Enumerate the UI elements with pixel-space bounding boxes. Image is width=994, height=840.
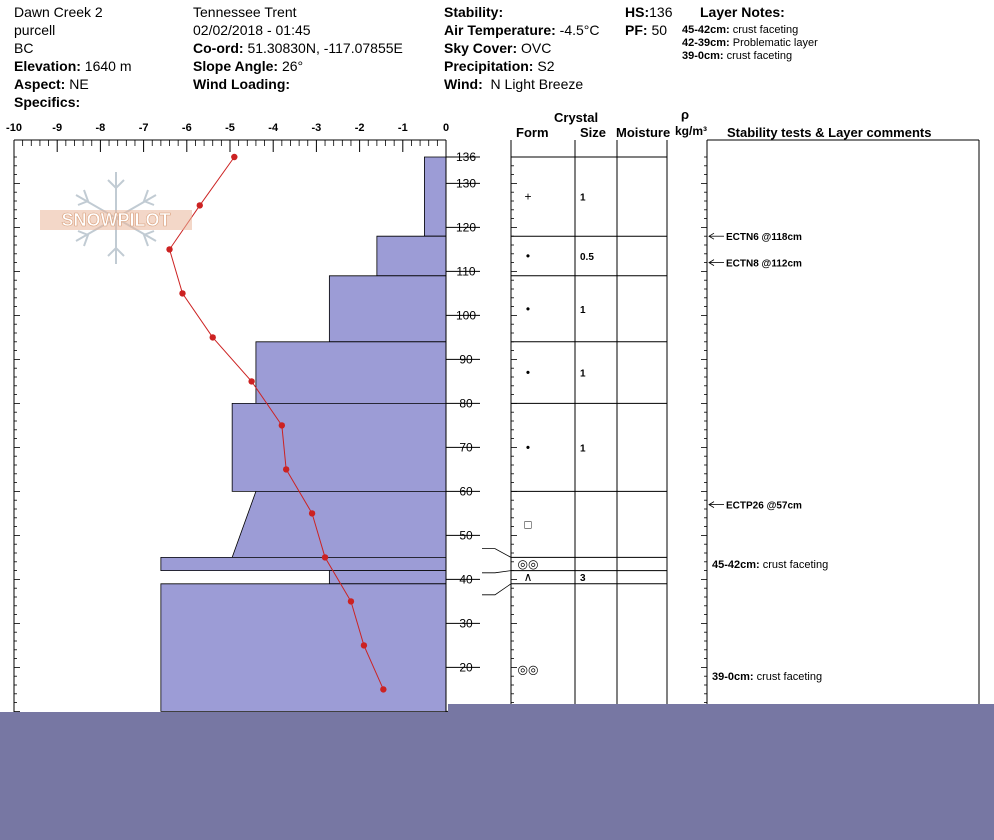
layer-size: 0.5 — [580, 252, 594, 263]
hardness-bar — [161, 584, 446, 712]
height-tick-label: 130 — [455, 176, 477, 191]
slope-label: Slope Angle: — [193, 58, 279, 74]
sky-value: OVC — [521, 40, 552, 56]
layer-comment-range: 45-42cm: — [712, 559, 763, 571]
layer-form-symbol: • — [525, 301, 531, 316]
coord-value: 51.30830N, -117.07855E — [247, 40, 403, 56]
layer-comment — [712, 559, 828, 571]
moisture-header: Moisture — [616, 125, 671, 140]
layer-size: 1 — [580, 192, 586, 204]
temp-tick-label: -8 — [95, 122, 106, 134]
pf-label: PF: — [625, 22, 648, 38]
hardness-bar — [424, 157, 446, 236]
stability-test-label: ECTN8 @112cm — [726, 258, 802, 270]
density-unit-header: kg/m³ — [675, 124, 708, 138]
temperature-point — [279, 422, 285, 428]
temperature-point — [322, 554, 328, 560]
location-name: Dawn Creek 2 — [14, 4, 103, 20]
layer-connector — [482, 571, 511, 573]
hardness-bar — [329, 276, 446, 342]
temperature-point — [348, 598, 354, 604]
layer-comment-text: crust faceting — [756, 671, 823, 684]
precip-label: Precipitation: — [444, 58, 534, 74]
layer-comment — [712, 671, 822, 683]
form-header: Form — [516, 125, 549, 140]
hardness-bar — [232, 403, 446, 491]
temperature-point — [361, 642, 367, 648]
hardness-bar — [161, 557, 446, 570]
layer-size: 1 — [580, 368, 586, 380]
temp-tick-label: 0 — [442, 122, 450, 134]
height-tick-label: 110 — [456, 264, 476, 279]
stability-test-label: ECTP26 @57cm — [726, 500, 802, 512]
air-temp-value: -4.5°C — [559, 22, 600, 38]
height-tick-label: 50 — [459, 528, 473, 543]
height-tick-label: 20 — [459, 660, 473, 675]
temp-tick-label: -2 — [354, 122, 365, 134]
rho-header: ρ — [681, 107, 690, 122]
elevation-label: Elevation: — [14, 58, 81, 74]
pf-value: 50 — [651, 22, 668, 38]
precip-value: S2 — [537, 58, 555, 74]
aspect-label: Aspect: — [14, 76, 66, 92]
wind-loading-label: Wind Loading: — [193, 76, 291, 92]
hs-value: 136 — [649, 4, 673, 20]
temperature-point — [179, 290, 185, 296]
snowpilot-logo — [38, 168, 198, 268]
temperature-point — [210, 334, 216, 340]
height-tick-label: 70 — [459, 440, 473, 455]
footer-bar-edge — [448, 704, 994, 714]
temp-tick-label: -9 — [52, 122, 63, 134]
height-tick-label: 30 — [459, 616, 473, 631]
layer-size: 1 — [580, 304, 586, 316]
temp-tick-label: -6 — [181, 122, 192, 134]
temperature-point — [248, 378, 254, 384]
layer-form-symbol: ∧ — [523, 570, 533, 585]
temperature-point — [231, 154, 237, 160]
temperature-point — [283, 466, 289, 472]
layer-form-symbol: • — [525, 440, 531, 455]
temp-tick-label: -5 — [225, 122, 235, 134]
region-name: BC — [14, 40, 34, 56]
slope-value: 26° — [281, 58, 304, 74]
height-tick-label: 136 — [455, 150, 477, 164]
layer-comment-text: crust faceting — [762, 559, 829, 571]
layer-form-symbol: □ — [524, 517, 532, 532]
layer-note-range: 45-42cm: — [682, 24, 730, 36]
height-tick-label: 60 — [459, 484, 473, 499]
temp-tick-label: -7 — [138, 122, 149, 134]
layer-comment-range: 39-0cm: — [712, 671, 757, 684]
air-temp-label: Air Temperature: — [444, 22, 556, 38]
temp-tick-label: -3 — [311, 122, 322, 134]
range-name: purcell — [14, 22, 56, 38]
layer-form-symbol: + — [524, 189, 532, 204]
temperature-point — [309, 510, 315, 516]
crystal-header: Crystal — [554, 110, 599, 125]
layer-form-symbol: • — [525, 365, 531, 380]
layer-form-symbol: ◎◎ — [517, 557, 539, 571]
stability-test-label: ECTN6 @118cm — [726, 232, 802, 244]
temp-tick-label: -4 — [268, 122, 279, 134]
sky-label: Sky Cover: — [444, 40, 518, 56]
size-header: Size — [580, 125, 607, 140]
stability-label: Stability: — [444, 4, 504, 20]
comments-header: Stability tests & Layer comments — [727, 125, 932, 140]
footer-bar — [0, 712, 994, 840]
layer-notes-title-text: Layer Notes: — [700, 4, 785, 20]
layer-note-text: crust faceting — [732, 24, 799, 36]
layer-connector — [482, 584, 511, 595]
hardness-profile — [161, 157, 446, 711]
layer-form-symbol: • — [525, 249, 531, 263]
layer-note-text: crust faceting — [726, 50, 793, 62]
height-tick-label: 120 — [455, 220, 477, 235]
layer-table — [482, 140, 979, 712]
layer-note-range: 42-39cm: — [682, 37, 730, 49]
temperature-point — [380, 686, 386, 692]
temp-tick-label: -10 — [6, 122, 22, 134]
wind-label: Wind: — [444, 76, 483, 92]
elevation-value: 1640 m — [84, 58, 132, 74]
height-tick-label: 40 — [459, 572, 473, 587]
logo-text: SNOWPILOT — [61, 210, 171, 230]
hardness-bar — [232, 491, 446, 557]
height-tick-label: 100 — [455, 308, 477, 323]
layer-size: 1 — [580, 443, 586, 455]
hardness-bar — [377, 236, 446, 276]
layer-note-range: 39-0cm: — [682, 50, 724, 62]
specifics-label: Specifics: — [14, 94, 81, 110]
wind-value: N Light Breeze — [490, 76, 584, 92]
datetime: 02/02/2018 - 01:45 — [193, 22, 311, 38]
coord-label: Co-ord: — [193, 40, 244, 56]
layer-note-text: Problematic layer — [732, 37, 818, 49]
observer: Tennessee Trent — [193, 4, 297, 20]
height-tick-label: 90 — [459, 352, 473, 367]
hardness-bar — [329, 571, 446, 584]
temp-tick-label: -1 — [397, 122, 408, 134]
layer-size: 3 — [580, 573, 586, 585]
layer-form-symbol: ◎◎ — [517, 662, 539, 677]
hardness-bar — [256, 342, 446, 404]
height-tick-label: 80 — [459, 396, 473, 411]
hs-label: HS: — [625, 4, 650, 20]
layer-connector — [482, 549, 511, 558]
aspect-value: NE — [69, 76, 89, 92]
